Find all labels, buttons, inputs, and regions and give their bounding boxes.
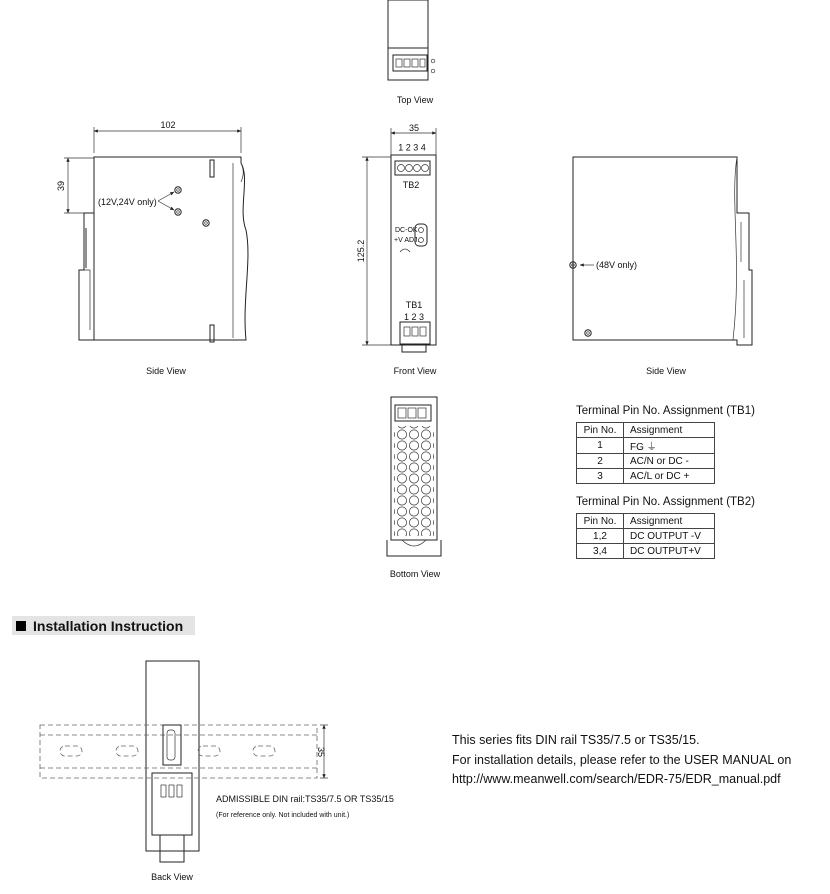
pin-no: 1 bbox=[577, 438, 624, 454]
back-view bbox=[40, 661, 394, 882]
side-view-right bbox=[570, 157, 752, 376]
table-row bbox=[577, 544, 715, 559]
tb1-caption: Terminal Pin No. Assignment (TB1) bbox=[576, 405, 755, 417]
pin-no: 2 bbox=[577, 454, 624, 469]
v-adj-label: +V ADJ. bbox=[394, 237, 420, 244]
table-row bbox=[577, 529, 715, 544]
front-view-label: Front View bbox=[393, 366, 437, 376]
assignment: AC/L or DC + bbox=[624, 469, 715, 484]
pin-no: 1,2 bbox=[577, 529, 624, 544]
dim-rail: 35 bbox=[316, 746, 326, 758]
tb1-pins: 1 2 3 bbox=[403, 312, 425, 322]
rail-admissible-label: ADMISSIBLE DIN rail:TS35/7.5 OR TS35/15 bbox=[216, 794, 394, 804]
pin-no: 3,4 bbox=[577, 544, 624, 559]
manual-link[interactable]: http://www.meanwell.com/search/EDR-75/EDR_manual.pdf bbox=[452, 772, 781, 786]
front-view bbox=[356, 123, 437, 376]
table-row bbox=[577, 469, 715, 484]
pin-no-header: Pin No. bbox=[577, 514, 624, 529]
assignment-header: Assignment bbox=[624, 514, 715, 529]
tb1-table bbox=[576, 422, 715, 484]
dc-ok-label: DC-OK bbox=[395, 227, 418, 234]
table-row bbox=[577, 438, 715, 454]
tb2-caption: Terminal Pin No. Assignment (TB2) bbox=[576, 496, 755, 508]
dim-depth: 35 bbox=[408, 123, 420, 133]
assignment: DC OUTPUT+V bbox=[624, 544, 715, 559]
tb2-pins: 1 2 3 4 bbox=[398, 142, 426, 153]
side-view-left-label: Side View bbox=[146, 366, 186, 376]
pin-no-header: Pin No. bbox=[577, 423, 624, 438]
assignment: AC/N or DC - bbox=[624, 454, 715, 469]
side-view-right-label: Side View bbox=[646, 366, 686, 376]
dim-offset: 39 bbox=[56, 180, 66, 192]
assignment-header: Assignment bbox=[624, 423, 715, 438]
tb1-label: TB1 bbox=[405, 300, 423, 310]
table-row bbox=[577, 454, 715, 469]
bottom-view bbox=[387, 397, 441, 579]
square-bullet-icon bbox=[16, 621, 26, 631]
dim-height: 125.2 bbox=[356, 239, 366, 263]
table-header-row bbox=[577, 423, 715, 438]
assignment: DC OUTPUT -V bbox=[624, 529, 715, 544]
assignment-cell bbox=[624, 438, 715, 454]
table-header-row bbox=[577, 514, 715, 529]
install-text-1: This series fits DIN rail TS35/7.5 or TS35/15. bbox=[452, 733, 700, 747]
side-view-left bbox=[56, 120, 248, 376]
ground-icon: ⏚ bbox=[646, 442, 657, 453]
installation-section-header bbox=[12, 616, 195, 635]
adjust-note-12-24: (12V,24V only) bbox=[98, 197, 157, 207]
section-title: Installation Instruction bbox=[33, 617, 184, 634]
top-view-label: Top View bbox=[396, 95, 434, 105]
back-view-label: Back View bbox=[151, 872, 193, 882]
rail-note: (For reference only. Not included with unit.) bbox=[216, 812, 350, 819]
dim-width: 102 bbox=[160, 120, 176, 130]
tb2-table bbox=[576, 513, 715, 559]
install-text-2: For installation details, please refer to the USER MANUAL on bbox=[452, 753, 792, 767]
top-view bbox=[388, 0, 435, 105]
pin-no: 3 bbox=[577, 469, 624, 484]
assignment: FG bbox=[630, 442, 644, 453]
tb2-label: TB2 bbox=[402, 180, 420, 190]
adjust-note-48: (48V only) bbox=[596, 260, 638, 270]
bottom-view-label: Bottom View bbox=[389, 569, 441, 579]
